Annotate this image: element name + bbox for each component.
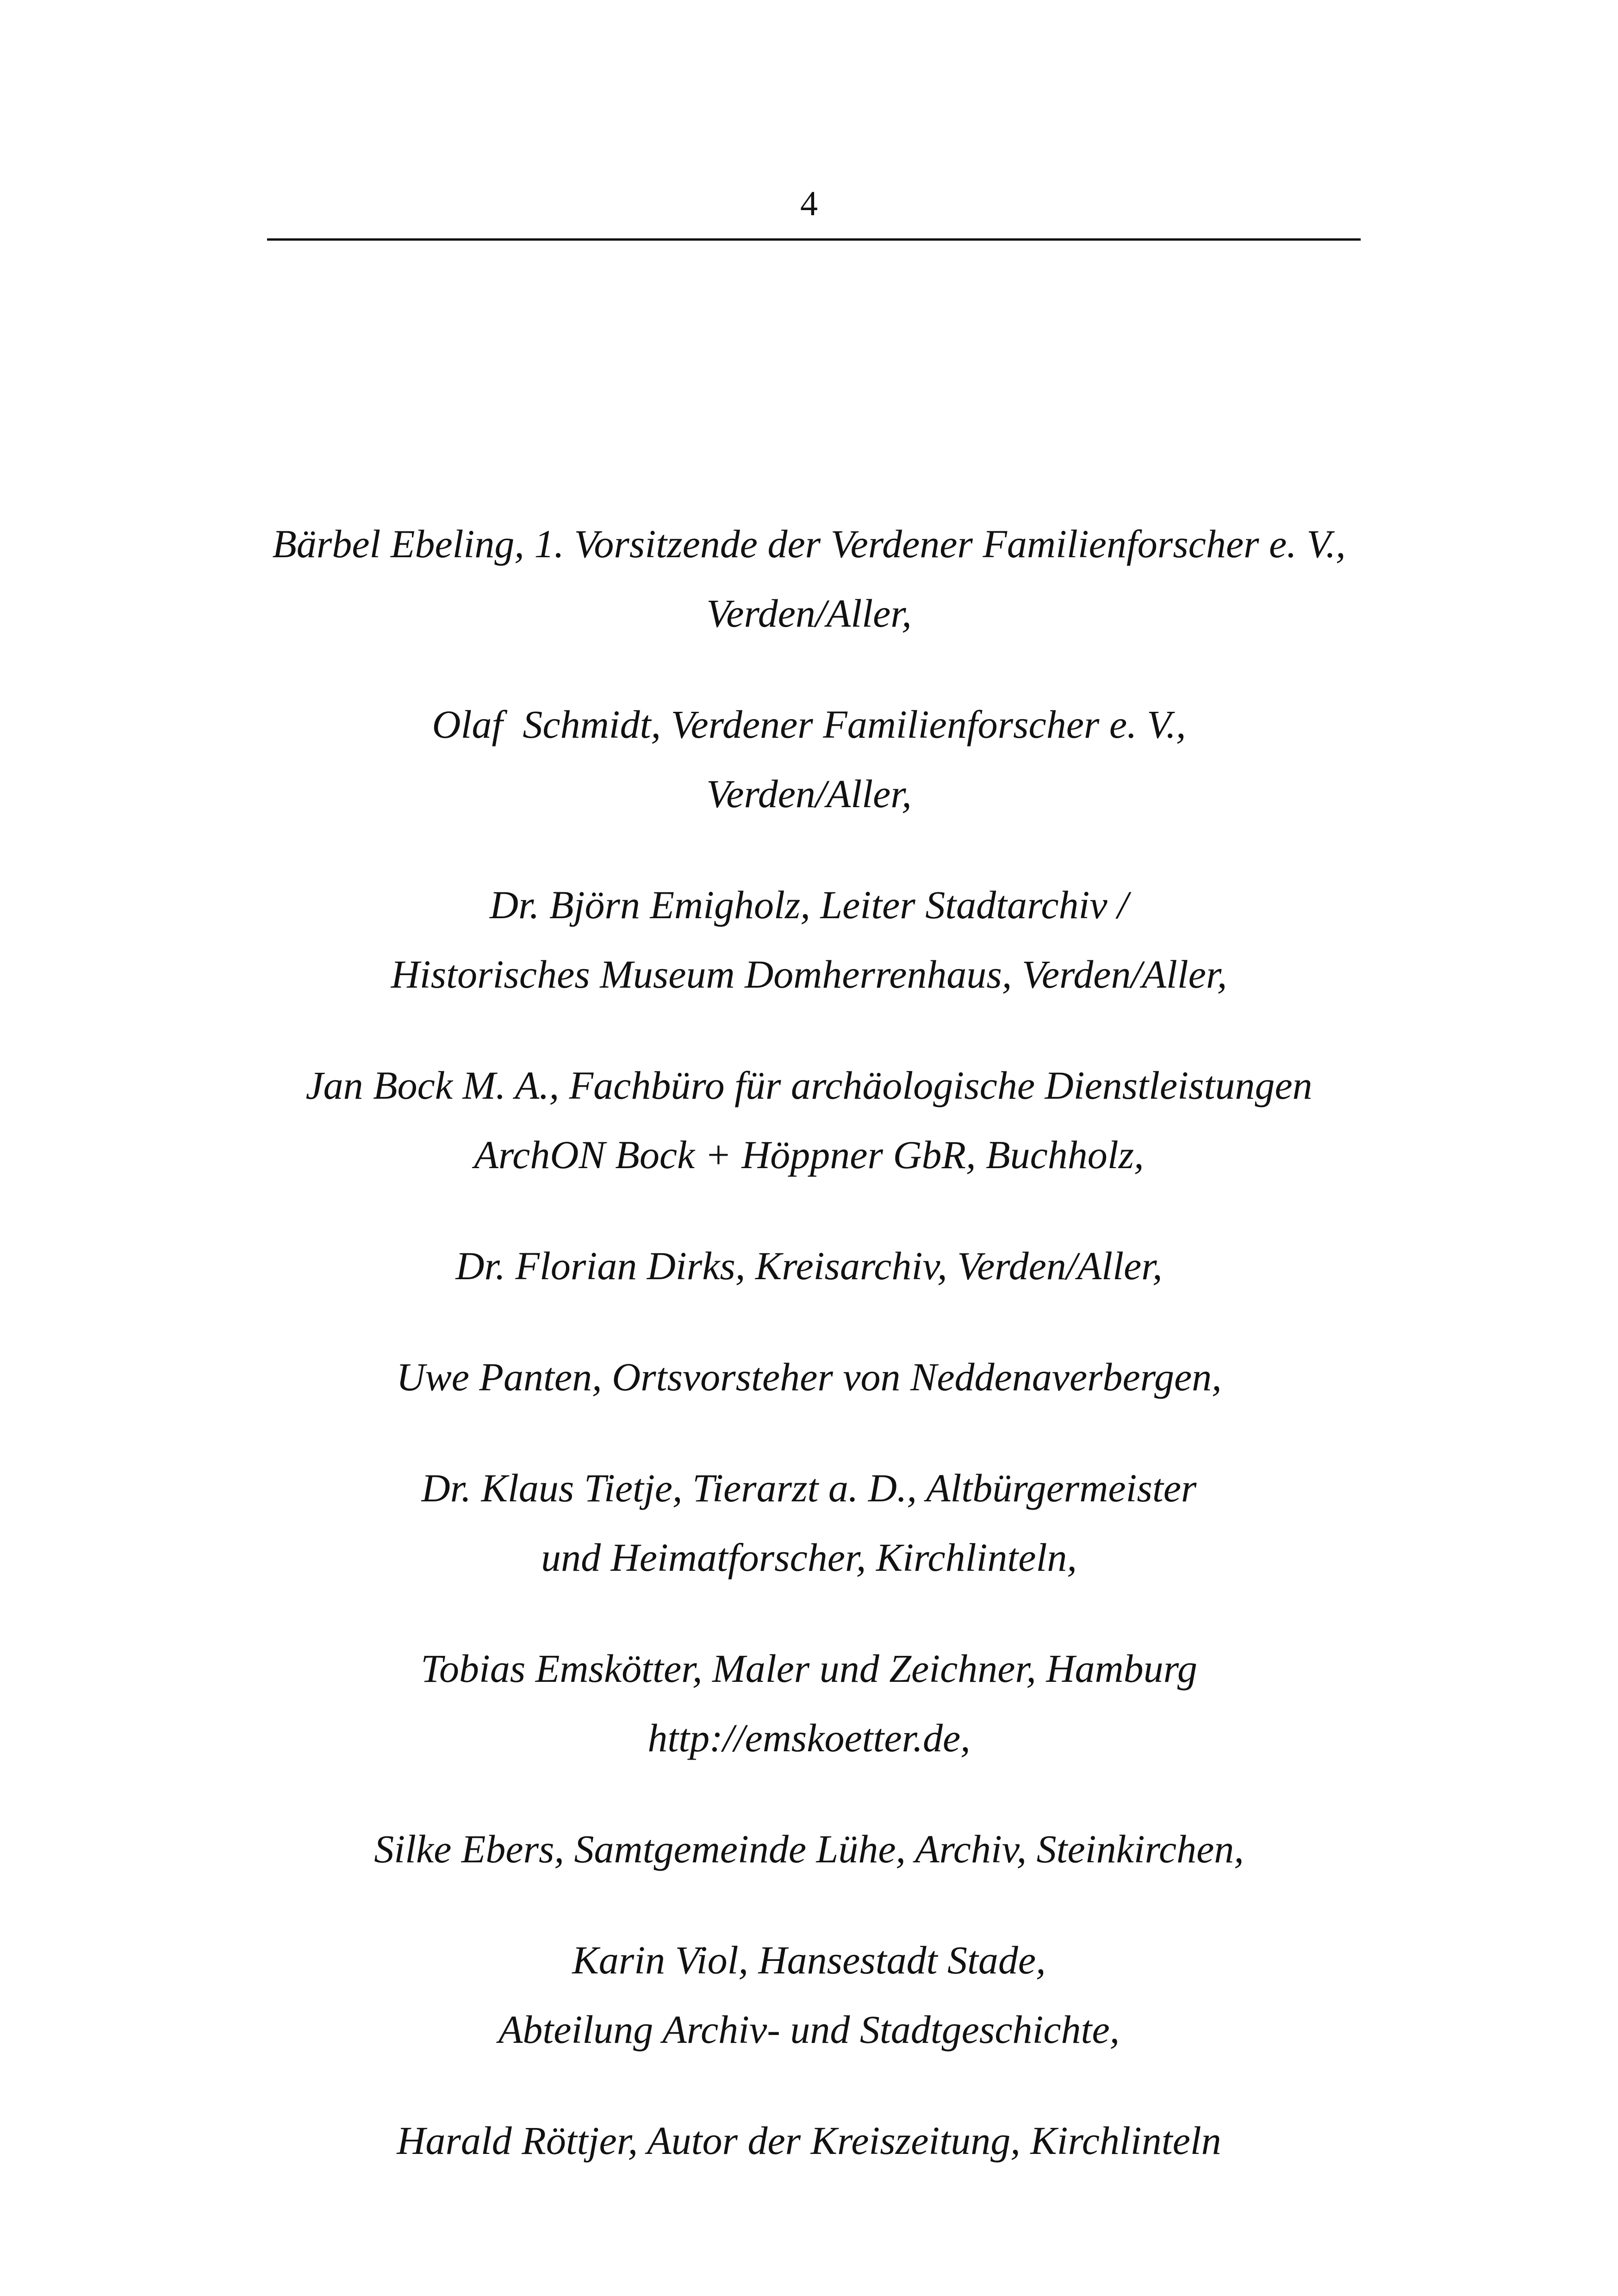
entry-line: Bärbel Ebeling, 1. Vorsitzende der Verdener Familienforscher e. V., bbox=[272, 522, 1346, 566]
acknowledgement-entry bbox=[0, 870, 1618, 1009]
entry-line: Harald Röttjer, Autor der Kreiszeitung, Kirchlinteln bbox=[397, 2118, 1221, 2163]
entry-line: und Heimatforscher, Kirchlinteln, bbox=[541, 1535, 1077, 1580]
acknowledgement-entry bbox=[0, 2106, 1618, 2175]
acknowledgement-entry bbox=[0, 1925, 1618, 2064]
acknowledgement-entry bbox=[0, 1634, 1618, 1773]
entry-line: ArchON Bock + Höppner GbR, Buchholz, bbox=[474, 1132, 1144, 1177]
entry-line: Verden/Aller, bbox=[706, 772, 912, 816]
acknowledgement-entry bbox=[0, 1342, 1618, 1412]
entry-line: Tobias Emskötter, Maler und Zeichner, Hamburg bbox=[421, 1646, 1197, 1691]
acknowledgement-entry bbox=[0, 1051, 1618, 1189]
acknowledgement-entry bbox=[0, 1814, 1618, 1884]
entry-line: Silke Ebers, Samtgemeinde Lühe, Archiv, Steinkirchen, bbox=[374, 1827, 1244, 1871]
page-number: 4 bbox=[800, 184, 818, 223]
header-rule bbox=[267, 238, 1361, 241]
entry-line: Historisches Museum Domherrenhaus, Verden/Aller, bbox=[391, 952, 1227, 996]
entry-line: Dr. Klaus Tietje, Tierarzt a. D., Altbürgermeister bbox=[421, 1466, 1197, 1510]
entry-line: Karin Viol, Hansestadt Stade, bbox=[572, 1938, 1046, 1982]
entry-line: http://emskoetter.de, bbox=[647, 1716, 971, 1760]
acknowledgement-entry bbox=[0, 509, 1618, 648]
acknowledgements-list bbox=[0, 509, 1618, 2217]
entry-line: Dr. Florian Dirks, Kreisarchiv, Verden/Aller, bbox=[455, 1244, 1163, 1288]
entry-line: Abteilung Archiv- und Stadtgeschichte, bbox=[498, 2007, 1120, 2052]
acknowledgement-entry bbox=[0, 1453, 1618, 1592]
acknowledgement-entry bbox=[0, 1231, 1618, 1300]
acknowledgement-entry bbox=[0, 690, 1618, 828]
entry-line: Jan Bock M. A., Fachbüro für archäologische Dienstleistungen bbox=[305, 1063, 1313, 1108]
entry-line: Dr. Björn Emigholz, Leiter Stadtarchiv / bbox=[490, 883, 1128, 927]
entry-line: Verden/Aller, bbox=[706, 591, 912, 635]
entry-line: Olaf Schmidt, Verdener Familienforscher e. V., bbox=[432, 702, 1186, 747]
entry-line: Uwe Panten, Ortsvorsteher von Neddenaverbergen, bbox=[396, 1355, 1222, 1399]
